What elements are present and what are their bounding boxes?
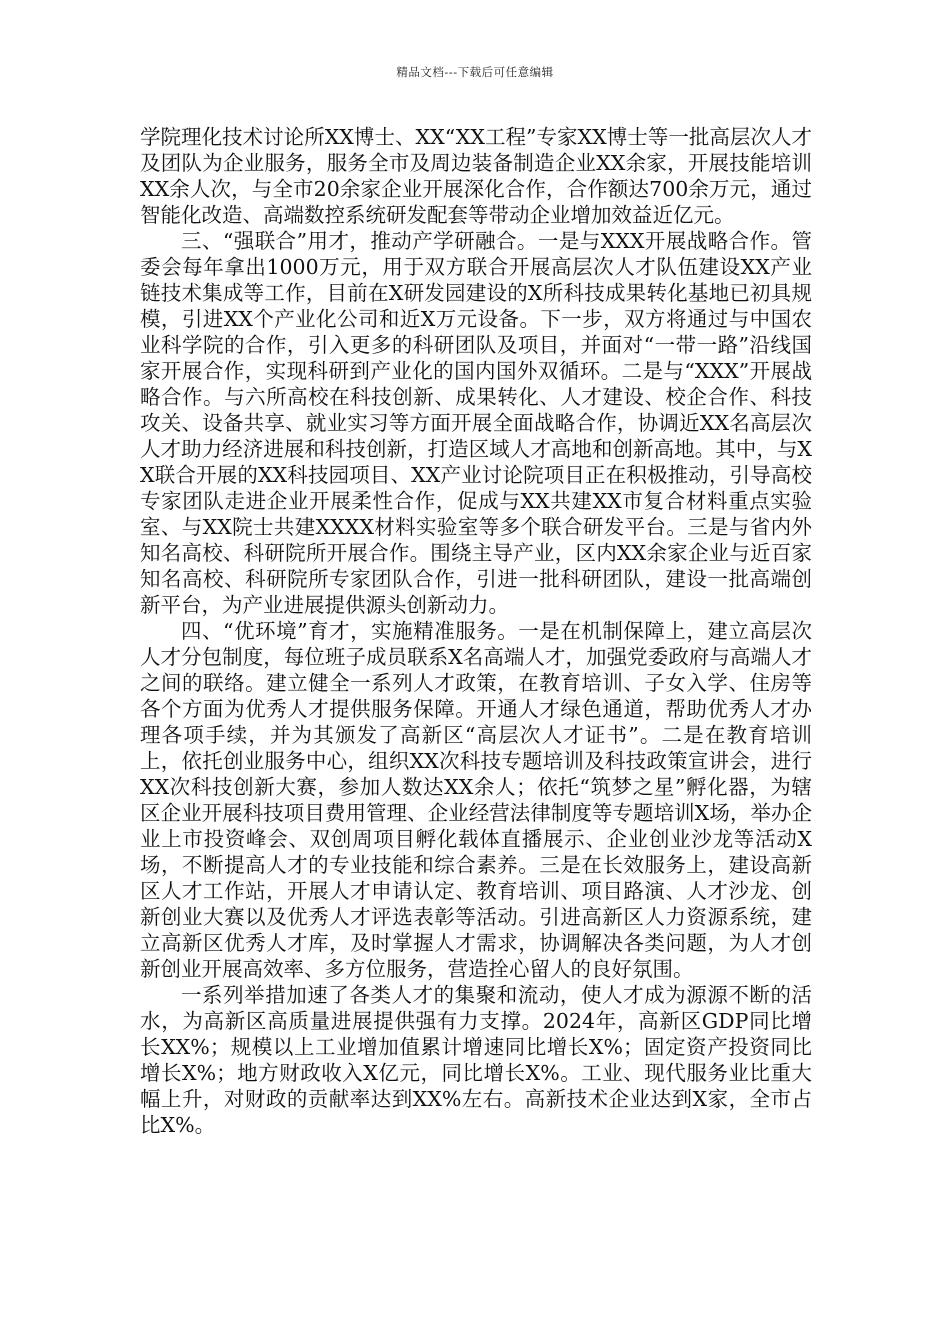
paragraph-section-four: 四、“优环境”育才，实施精准服务。一是在机制保障上，建立高层次人才分包制度，每位班子成员联系X名高端人才，加强党委政府与高端人才之间的联络。建立健全一系列人才政策，在教育培训、子女入学、住房等各个方面为优秀人才提供服务保障。开通人才绿色通道，帮助优秀人才办理各项手续，并为其颁发了高新区“高层次人才证书”。二是在教育培训上，依托创业服务中心，组织XX次科技专题培训及科技政策宣讲会，进行XX次科技创新大赛，参加人数达XX余人；依托“筑梦之星”孵化器，为辖区企业开展科技项目费用管理、企业经营法律制度等专题培训X场，举办企业上市投资峰会、双创周项目孵化载体直播展示、企业创业沙龙等活动X场，不断提高人才的专业技能和综合素养。三是在长效服务上，建设高新区人才工作站，开展人才申请认定、教育培训、项目路演、人才沙龙、创新创业大赛以及优秀人才评选表彰等活动。引进高新区人力资源系统，建立高新区优秀人才库，及时掌握人才需求，协调解决各类问题，为人才创新创业开展高效率、多方位服务，营造拴心留人的良好氛围。 — [140, 619, 812, 981]
paragraph-summary: 一系列举措加速了各类人才的集聚和流动，使人才成为源源不断的活水，为高新区高质量进展提供强有力支撑。2024年，高新区GDP同比增长XX%；规模以上工业增加值累计增速同比增长X%；固定资产投资同比增长X%；地方财政收入X亿元，同比增长X%。工业、现代服务业比重大幅上升，对财政的贡献率达到XX%左右。高新技术企业达到X家，全市占比X%。 — [140, 983, 812, 1137]
paragraph-continuation: 学院理化技术讨论所XX博士、XX“XX工程”专家XX博士等一批高层次人才及团队为企业服务，服务全市及周边装备制造企业XX余家，开展技能培训XX余人次，与全市20余家企业开展深化合作，合作额达700余万元，通过智能化改造、高端数控系统研发配套等带动企业增加效益近亿元。 — [140, 125, 812, 227]
paragraph-section-three: 三、“强联合”用才，推动产学研融合。一是与XXX开展战略合作。管委会每年拿出1000万元，用于双方联合开展高层次人才队伍建设XX产业链技术集成等工作，目前在X研发园建设的X所科技成果转化基地已初具规模，引进XX个产业化公司和近X万元设备。下一步，双方将通过与中国农业科学院的合作，引入更多的科研团队及项目，并面对“一带一路”沿线国家开展合作，实现科研到产业化的国内国外双循环。二是与“XXX”开展战略合作。与六所高校在科技创新、成果转化、人才建设、校企合作、科技攻关、设备共享、就业实习等方面开展全面战略合作，协调近XX名高层次人才助力经济进展和科技创新，打造区域人才高地和创新高地。其中，与XX联合开展的XX科技园项目、XX产业讨论院项目正在积极推动，引导高校专家团队走进企业开展柔性合作，促成与XX共建XX市复合材料重点实验室、与XX院士共建XXXX材料实验室等多个联合研发平台。三是与省内外知名高校、科研院所开展合作。围绕主导产业，区内XX余家企业与近百家知名高校、科研院所专家团队合作，引进一批科研团队，建设一批高端创新平台，为产业进展提供源头创新动力。 — [140, 229, 812, 617]
page-header: 精品文档---下载后可任意编辑 — [396, 65, 554, 79]
document-body — [140, 124, 812, 1138]
